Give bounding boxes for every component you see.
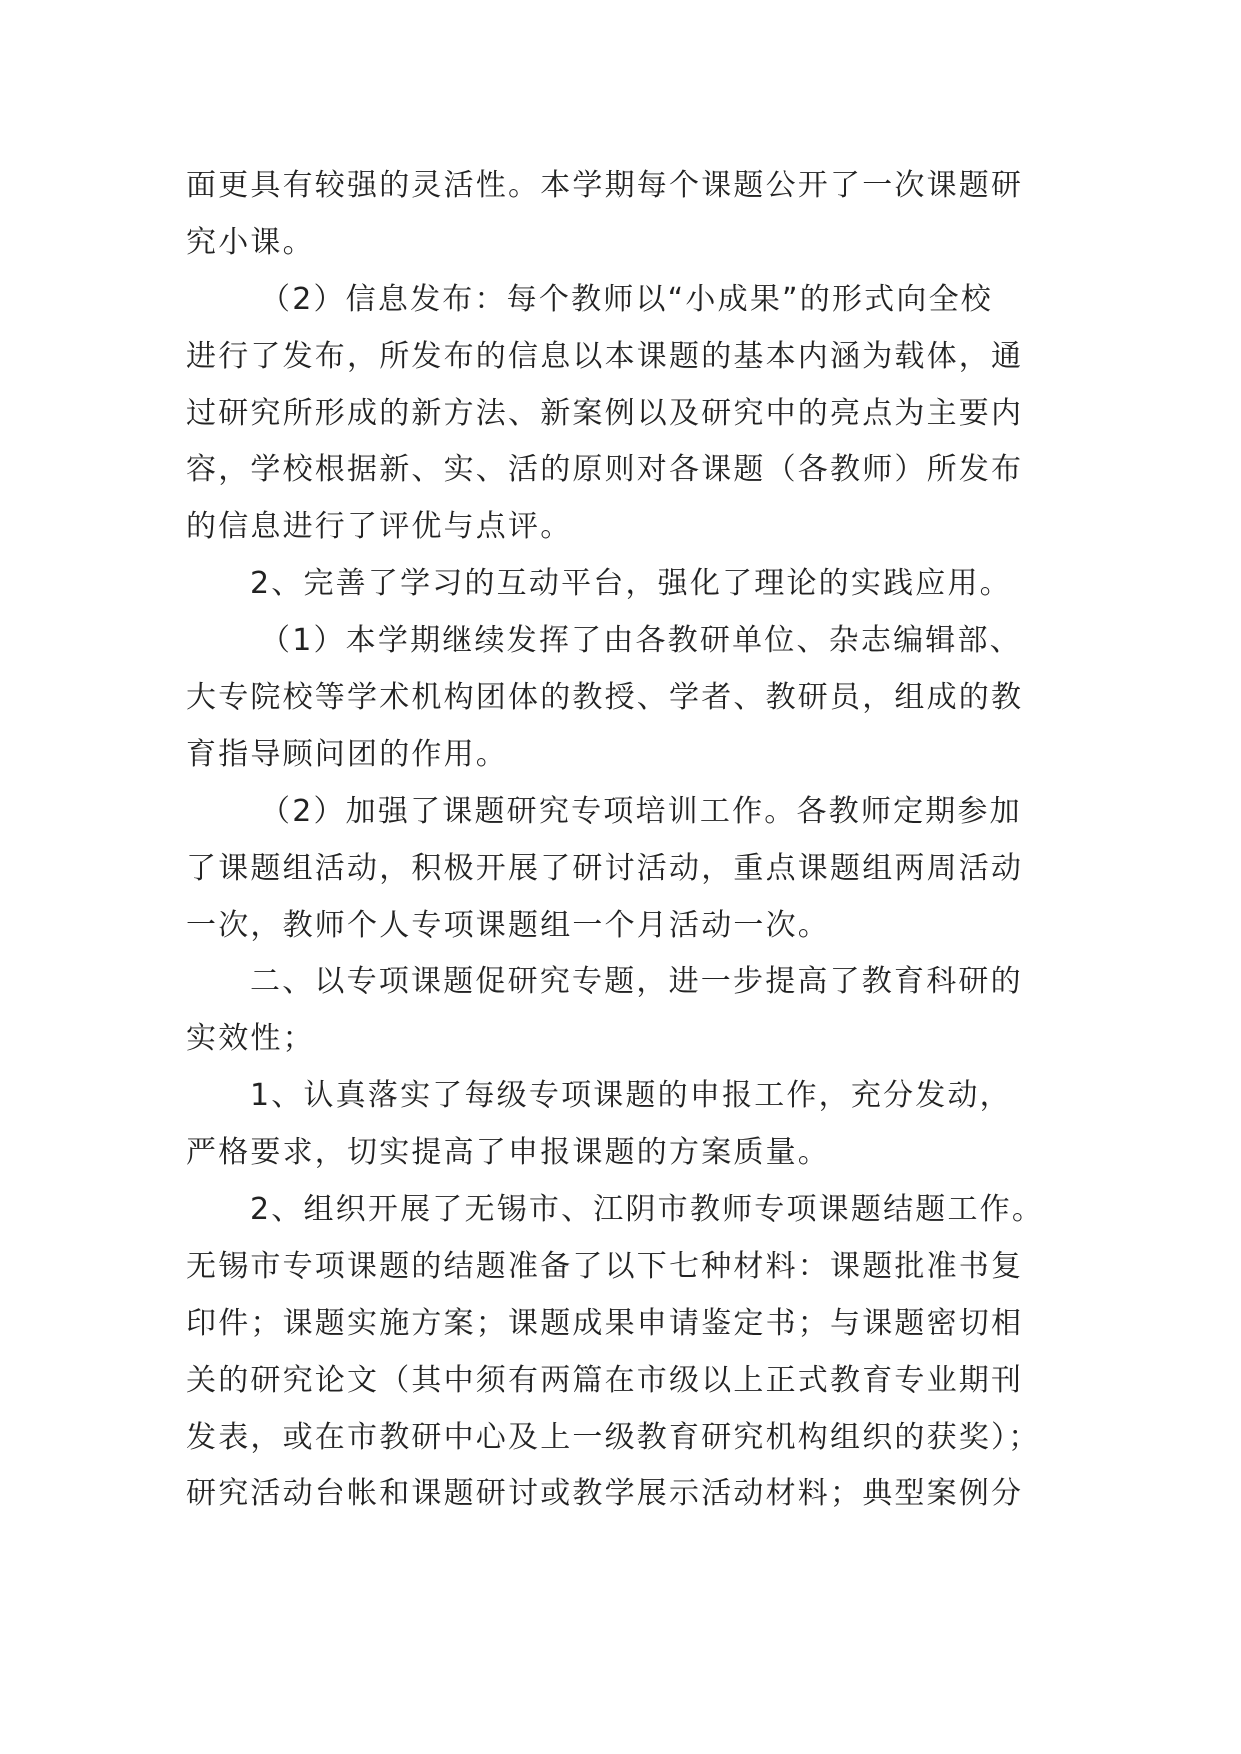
document-body xyxy=(186,158,1066,1523)
text-line: 育指导顾问团的作用。 xyxy=(186,736,508,772)
text-line: 大专院校等学术机构团体的教授、学者、教研员，组成的教 xyxy=(186,680,1024,716)
text-line: 关的研究论文（其中须有两篇在市级以上正式教育专业期刊 xyxy=(186,1362,1024,1398)
text-line: 研究活动台帐和课题研讨或教学展示活动材料；典型案例分 xyxy=(186,1476,1024,1512)
text-line: 二、以专项课题促研究专题，进一步提高了教育科研的 xyxy=(250,964,1023,1000)
text-line: 2、组织开展了无锡市、江阴市教师专项课题结题工作。 xyxy=(250,1192,1045,1228)
text-line: 了课题组活动，积极开展了研讨活动，重点课题组两周活动 xyxy=(186,850,1024,886)
text-line: 过研究所形成的新方法、新案例以及研究中的亮点为主要内 xyxy=(186,395,1024,431)
text-line: 一次，教师个人专项课题组一个月活动一次。 xyxy=(186,907,830,943)
text-line: （2）加强了课题研究专项培训工作。各教师定期参加 xyxy=(260,793,1022,829)
text-line: 2、完善了学习的互动平台，强化了理论的实践应用。 xyxy=(250,566,1012,602)
text-line: 的信息进行了评优与点评。 xyxy=(186,509,573,545)
text-line: 无锡市专项课题的结题准备了以下七种材料：课题批准书复 xyxy=(186,1248,1024,1284)
text-line: （2）信息发布：每个教师以“小成果”的形式向全校 xyxy=(260,281,993,317)
text-line: 印件；课题实施方案；课题成果申请鉴定书；与课题密切相 xyxy=(186,1305,1024,1341)
text-line: 究小课。 xyxy=(186,224,315,260)
text-line: 严格要求，切实提高了申报课题的方案质量。 xyxy=(186,1135,830,1171)
text-line: （1）本学期继续发挥了由各教研单位、杂志编辑部、 xyxy=(260,623,1022,659)
text-line: 发表，或在市教研中心及上一级教育研究机构组织的获奖）； xyxy=(186,1419,1041,1455)
text-line: 实效性； xyxy=(186,1021,315,1057)
text-line: 面更具有较强的灵活性。本学期每个课题公开了一次课题研 xyxy=(186,168,1024,203)
text-line: 进行了发布，所发布的信息以本课题的基本内涵为载体，通 xyxy=(186,338,1024,374)
text-line: 1、认真落实了每级专项课题的申报工作，充分发动， xyxy=(250,1078,1012,1114)
text-line: 容，学校根据新、实、活的原则对各课题（各教师）所发布 xyxy=(186,452,1024,488)
